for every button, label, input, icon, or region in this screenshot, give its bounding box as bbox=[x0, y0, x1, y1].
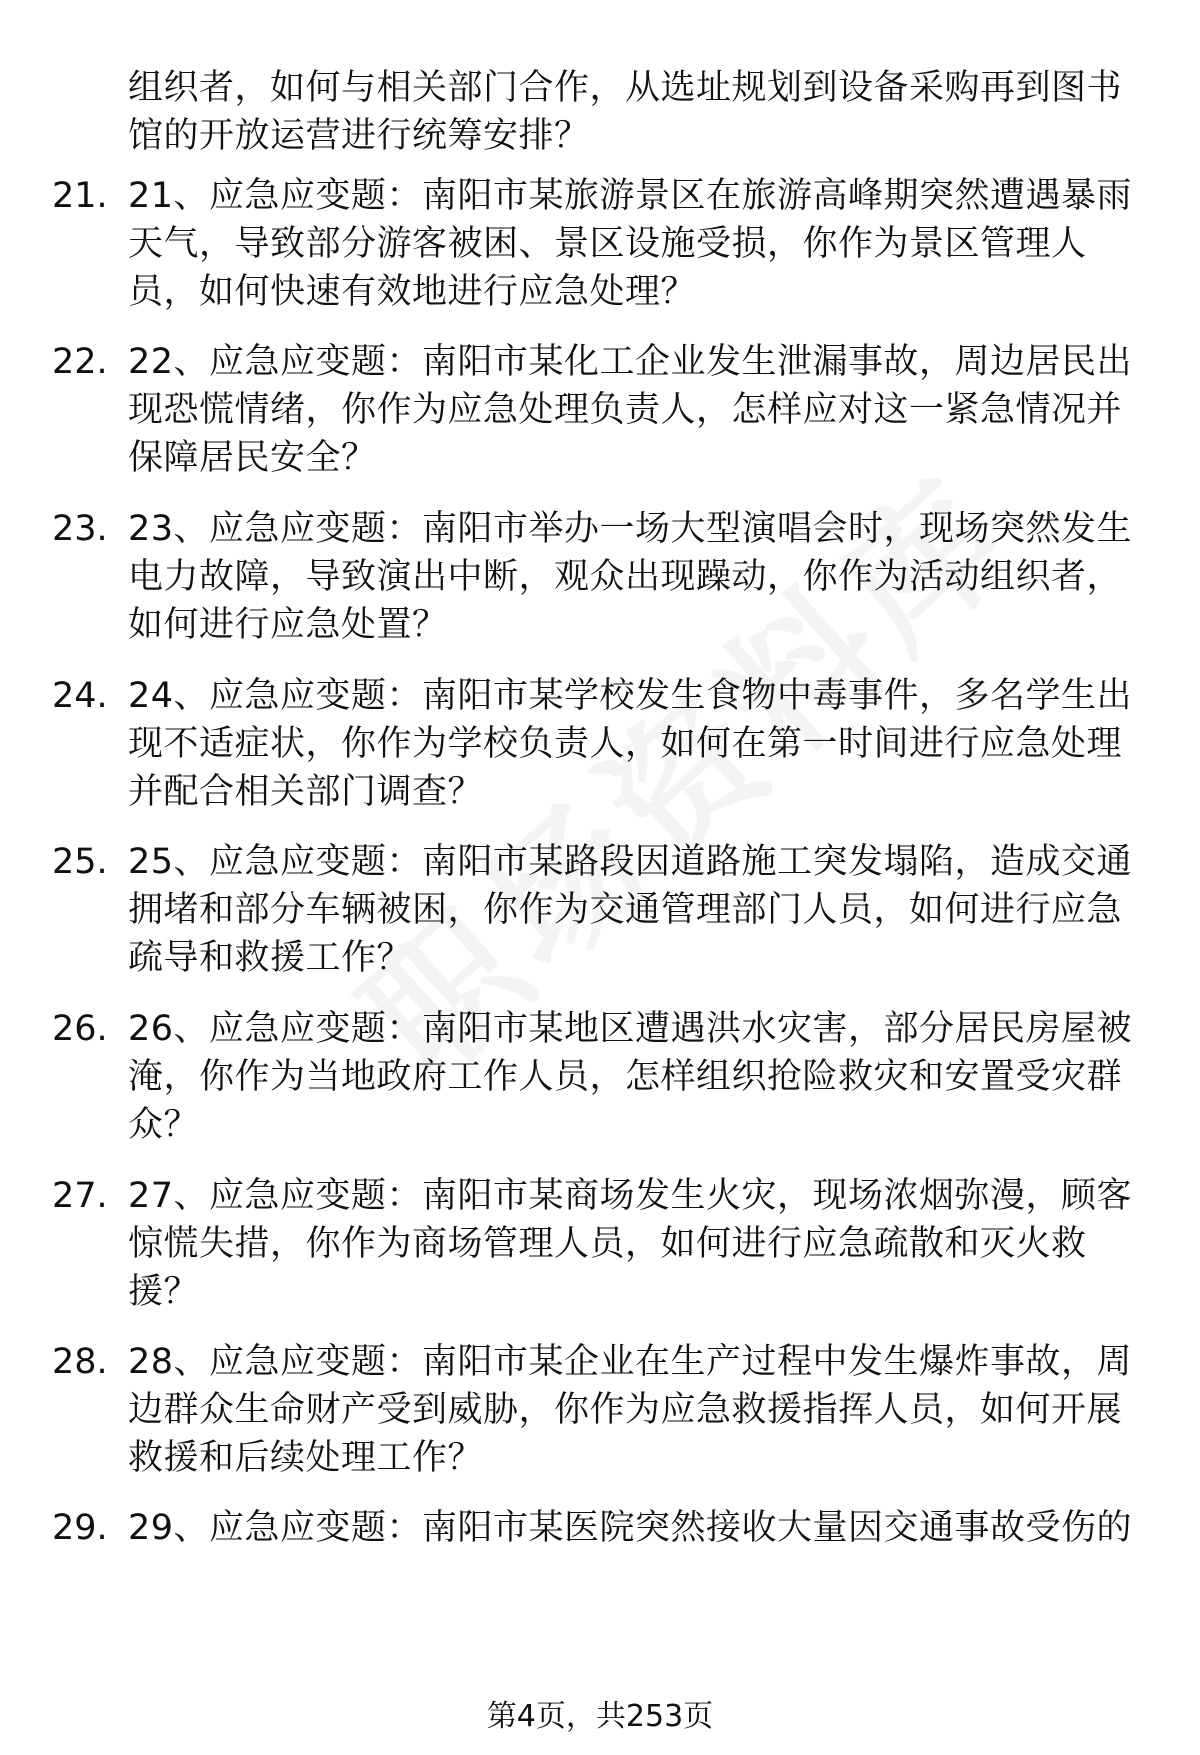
question-number: 29. bbox=[52, 1508, 108, 1548]
question-number: 21. bbox=[52, 176, 108, 216]
question-number: 27. bbox=[52, 1176, 108, 1216]
page-footer: 第4页，共253页 bbox=[486, 1699, 714, 1734]
question-text: 28、应急应变题：南阳市某企业在生产过程中发生爆炸事故，周边群众生命财产受到威胁，你作为应急救援指挥人员，如何开展救援和后续处理工作？ bbox=[128, 1342, 1133, 1478]
question-text: 26、应急应变题：南阳市某地区遭遇洪水灾害，部分居民房屋被淹，你作为当地政府工作人员，怎样组织抢险救灾和安置受灾群众？ bbox=[128, 1009, 1133, 1145]
continuation-text: 组织者，如何与相关部门合作，从选址规划到设备采购再到图书馆的开放运营进行统筹安排？ bbox=[128, 68, 1123, 156]
question-text: 27、应急应变题：南阳市某商场发生火灾，现场浓烟弥漫，顾客惊慌失措，你作为商场管理人员，如何进行应急疏散和灭火救援？ bbox=[128, 1176, 1133, 1312]
question-number: 25. bbox=[52, 842, 108, 882]
question-text: 23、应急应变题：南阳市举办一场大型演唱会时，现场突然发生电力故障，导致演出中断，观众出现躁动，你作为活动组织者，如何进行应急处置？ bbox=[128, 509, 1133, 645]
question-text: 29、应急应变题：南阳市某医院突然接收大量因交通事故受伤的 bbox=[128, 1508, 1133, 1548]
question-text: 22、应急应变题：南阳市某化工企业发生泄漏事故，周边居民出现恐慌情绪，你作为应急处理负责人，怎样应对这一紧急情况并保障居民安全？ bbox=[128, 342, 1133, 478]
question-number: 22. bbox=[52, 342, 108, 382]
question-number: 23. bbox=[52, 509, 108, 549]
question-number: 26. bbox=[52, 1009, 108, 1049]
question-text: 21、应急应变题：南阳市某旅游景区在旅游高峰期突然遭遇暴雨天气，导致部分游客被困、景区设施受损，你作为景区管理人员，如何快速有效地进行应急处理？ bbox=[128, 176, 1133, 312]
question-text: 24、应急应变题：南阳市某学校发生食物中毒事件，多名学生出现不适症状，你作为学校负责人，如何在第一时间进行应急处理并配合相关部门调查？ bbox=[128, 676, 1133, 812]
question-text: 25、应急应变题：南阳市某路段因道路施工突发塌陷，造成交通拥堵和部分车辆被困，你作为交通管理部门人员，如何进行应急疏导和救援工作？ bbox=[128, 842, 1133, 978]
question-number: 28. bbox=[52, 1342, 108, 1382]
question-number: 24. bbox=[52, 676, 108, 716]
